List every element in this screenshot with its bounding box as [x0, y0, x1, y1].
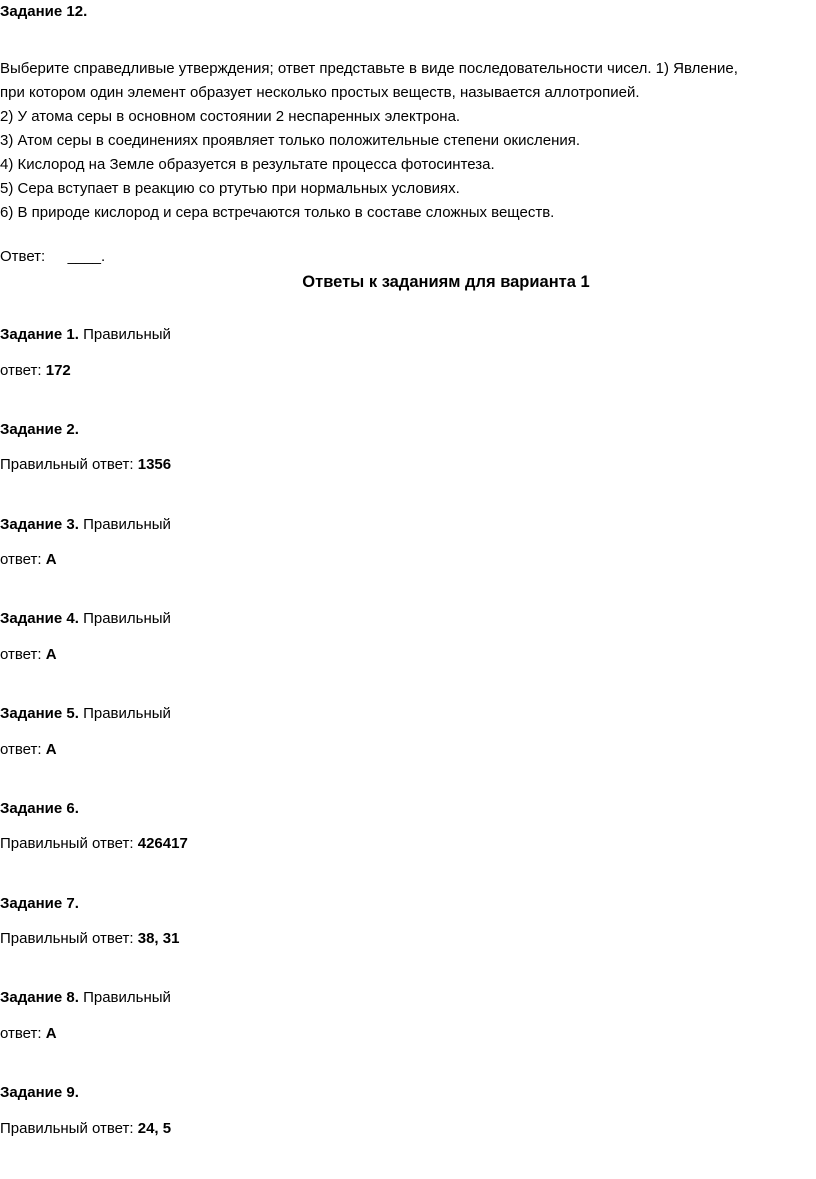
answer-1-title-line: Задание 1. Правильный — [0, 326, 171, 343]
answer-4-value-line: ответ: А — [0, 646, 57, 663]
task12-statement: 2) У атома серы в основном состоянии 2 неспаренных электрона. — [0, 108, 461, 125]
answer-4-title-line: Задание 4. Правильный — [0, 610, 171, 627]
task12-statement: 3) Атом серы в соединениях проявляет только положительные степени окисления. — [0, 132, 581, 149]
answer-9-value-line: Правильный ответ: 24, 5 — [0, 1120, 172, 1137]
answer-8-title-line: Задание 8. Правильный — [0, 989, 171, 1006]
task12-statement: 5) Сера вступает в реакцию со ртутью при нормальных условиях. — [0, 180, 460, 197]
answer-5-value-line: ответ: А — [0, 741, 57, 758]
task12-answer-line — [0, 248, 105, 266]
task12-intro-line1: Выберите справедливые утверждения; ответ представьте в виде последовательности чисел. 1) Явление, — [0, 60, 738, 77]
answer-7-value-line: Правильный ответ: 38, 31 — [0, 930, 180, 947]
answer-9-title-line: Задание 9. — [0, 1084, 79, 1101]
answer-6-value-line: Правильный ответ: 426417 — [0, 835, 188, 852]
answer-2-value-line: Правильный ответ: 1356 — [0, 456, 172, 473]
answer-3-title-line: Задание 3. Правильный — [0, 516, 171, 533]
task12-title: Задание 12. — [0, 3, 88, 20]
answers-title: Ответы к заданиям для варианта 1 — [302, 273, 590, 291]
task12-statement: 4) Кислород на Земле образуется в результате процесса фотосинтеза. — [0, 156, 495, 173]
answer-blank: ____. — [67, 248, 106, 265]
answer-7-title-line: Задание 7. — [0, 895, 79, 912]
answer-5-title-line: Задание 5. Правильный — [0, 705, 171, 722]
answer-1-value-line: ответ: 172 — [0, 362, 71, 379]
task12-statement: 6) В природе кислород и сера встречаются только в составе сложных веществ. — [0, 204, 555, 221]
answer-label: Ответ: — [0, 248, 46, 265]
answer-8-value-line: ответ: А — [0, 1025, 57, 1042]
answer-2-title-line: Задание 2. — [0, 421, 79, 438]
answer-6-title-line: Задание 6. — [0, 800, 79, 817]
task12-intro-line2: при котором один элемент образует несколько простых веществ, называется аллотропией. — [0, 84, 640, 101]
answer-3-value-line: ответ: А — [0, 551, 57, 568]
